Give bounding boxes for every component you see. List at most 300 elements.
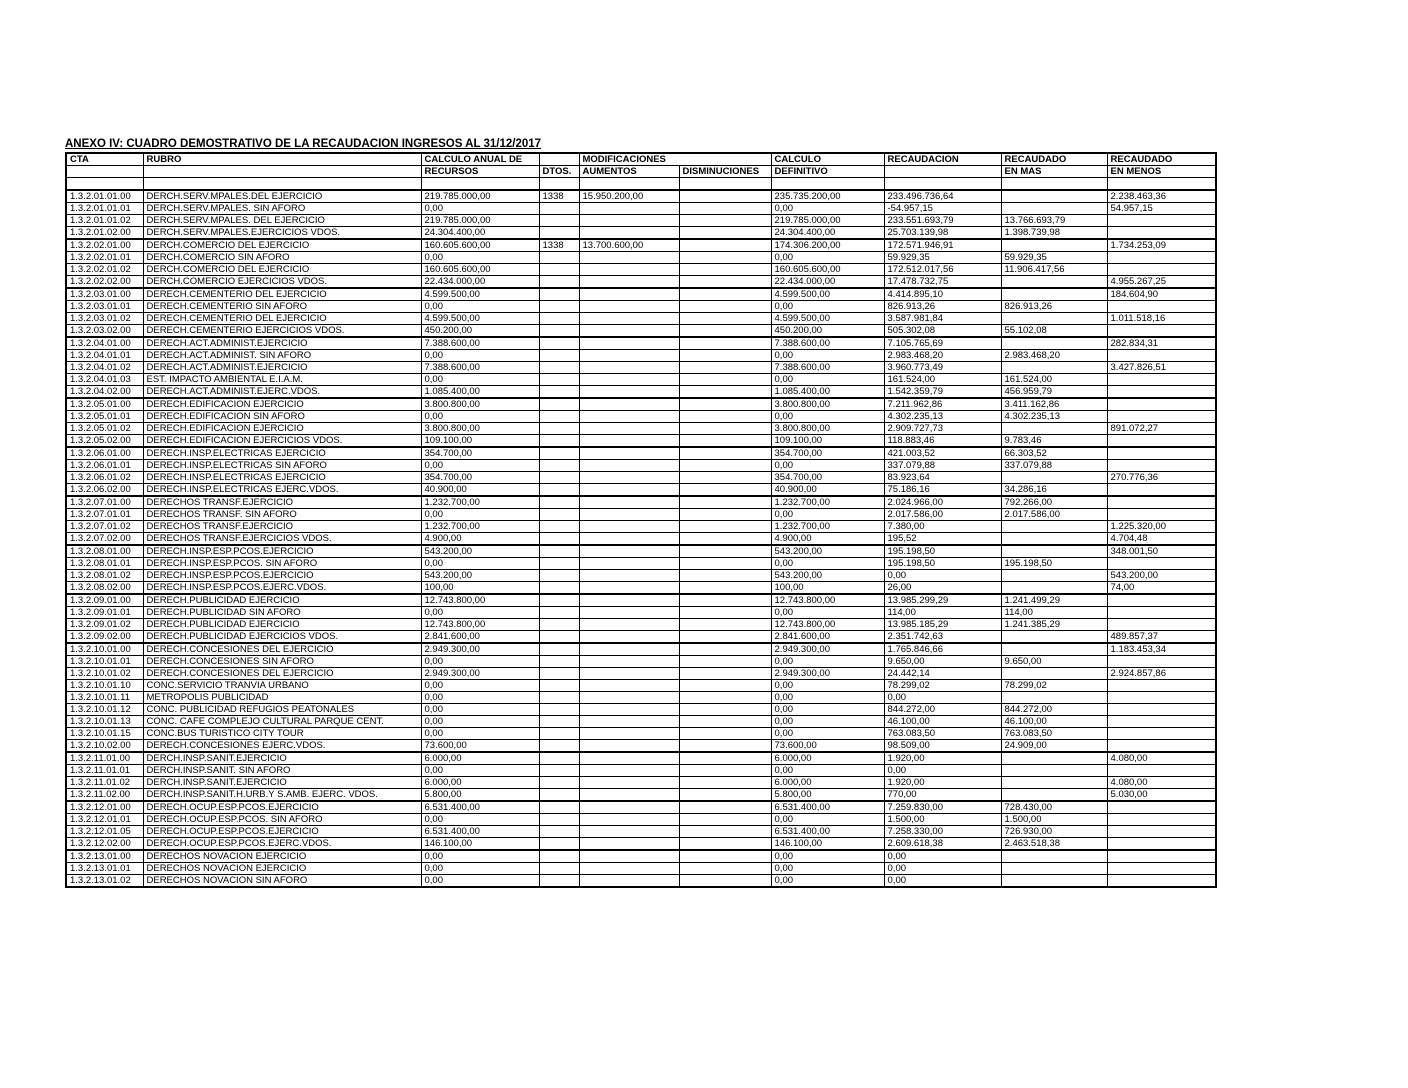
calculo-definitivo-cell: 6.531.400,00	[771, 801, 884, 814]
rubro-cell: DERECHOS NOVACION EJERCICIO	[143, 863, 421, 875]
calculo-definitivo-cell: 0,00	[771, 374, 884, 386]
recaudacion-cell: 195.198,50	[884, 558, 1001, 570]
table-row	[66, 826, 1216, 838]
rubro-cell: DERCH.COMERCIO EJERCICIOS VDOS.	[143, 276, 421, 289]
page-title: ANEXO IV: CUADRO DEMOSTRATIVO DE LA RECAUDACION INGRESOS AL 31/12/2017	[65, 138, 542, 150]
table-row	[66, 447, 1216, 460]
calculo-definitivo-cell: 12.743.800,00	[771, 619, 884, 631]
recaudado-en-mas-cell	[1001, 203, 1107, 215]
rubro-cell: DERECH.ACT.ADMINIST.EJERCICIO	[143, 337, 421, 350]
table-row	[66, 227, 1216, 240]
calculo-anual-cell: 0,00	[421, 728, 539, 740]
rubro-cell: DERCH.SERV.MPALES. DEL EJERCICIO	[143, 215, 421, 227]
dtos-cell	[539, 752, 579, 765]
cta-cell: 1.3.2.02.01.00	[66, 239, 143, 252]
calculo-anual-cell: 160.605.600,00	[421, 239, 539, 252]
cta-cell: 1.3.2.13.01.02	[66, 875, 143, 888]
recaudacion-cell: 0,00	[884, 875, 1001, 888]
recaudacion-cell: 7.258.330,00	[884, 826, 1001, 838]
aumentos-cell	[579, 325, 679, 338]
recaudado-en-menos-cell	[1107, 447, 1216, 460]
recaudacion-cell: 0,00	[884, 863, 1001, 875]
aumentos-cell	[579, 313, 679, 325]
recaudado-en-mas-cell: 11.906.417,56	[1001, 264, 1107, 276]
table-row	[66, 692, 1216, 704]
cta-cell: 1.3.2.07.01.01	[66, 509, 143, 521]
table-row	[66, 814, 1216, 826]
calculo-definitivo-cell: 354.700,00	[771, 472, 884, 484]
recaudacion-cell: 2.609.618,38	[884, 838, 1001, 851]
recaudado-en-mas-cell	[1001, 545, 1107, 558]
recaudado-en-menos-cell	[1107, 692, 1216, 704]
header-recaudado-menos: RECAUDADO	[1107, 153, 1216, 166]
cta-cell: 1.3.2.06.01.02	[66, 472, 143, 484]
aumentos-cell	[579, 362, 679, 374]
recaudado-en-mas-cell: 4.302.235,13	[1001, 411, 1107, 423]
disminuciones-cell	[679, 276, 771, 289]
aumentos-cell	[579, 826, 679, 838]
calculo-anual-cell: 4.599.500,00	[421, 288, 539, 301]
header-cta-spacer	[66, 166, 143, 178]
aumentos-cell	[579, 582, 679, 595]
calculo-anual-cell: 0,00	[421, 411, 539, 423]
aumentos-cell	[579, 668, 679, 680]
calculo-anual-cell: 4.900,00	[421, 533, 539, 546]
disminuciones-cell	[679, 411, 771, 423]
cta-cell: 1.3.2.04.01.00	[66, 337, 143, 350]
rubro-cell: DERECH.EDIFICACION EJERCICIO	[143, 398, 421, 411]
aumentos-cell	[579, 215, 679, 227]
cta-cell: 1.3.2.10.01.01	[66, 656, 143, 668]
calculo-anual-cell: 0,00	[421, 692, 539, 704]
dtos-cell	[539, 374, 579, 386]
header-blank-row	[66, 178, 1216, 191]
disminuciones-cell	[679, 668, 771, 680]
recaudado-en-mas-cell: 13.766.693,79	[1001, 215, 1107, 227]
recaudado-en-menos-cell: 348.001,50	[1107, 545, 1216, 558]
recaudado-en-menos-cell	[1107, 215, 1216, 227]
header-rubro: RUBRO	[143, 153, 421, 166]
recaudacion-table	[65, 152, 1217, 888]
recaudado-en-menos-cell: 3.427.826,51	[1107, 362, 1216, 374]
recaudado-en-menos-cell	[1107, 875, 1216, 888]
rubro-cell: DERECH.PUBLICIDAD SIN AFORO	[143, 607, 421, 619]
calculo-anual-cell: 6.531.400,00	[421, 801, 539, 814]
cta-cell: 1.3.2.08.02.00	[66, 582, 143, 595]
recaudacion-cell: 1.920,00	[884, 752, 1001, 765]
disminuciones-cell	[679, 496, 771, 509]
recaudado-en-mas-cell	[1001, 533, 1107, 546]
disminuciones-cell	[679, 607, 771, 619]
rubro-cell: DERECH.EDIFICACION EJERCICIO	[143, 423, 421, 435]
header-definitivo: DEFINITIVO	[771, 166, 884, 178]
cta-cell: 1.3.2.11.02.00	[66, 789, 143, 802]
calculo-anual-cell: 219.785.000,00	[421, 190, 539, 203]
disminuciones-cell	[679, 203, 771, 215]
disminuciones-cell	[679, 460, 771, 472]
recaudado-en-menos-cell: 4.704,48	[1107, 533, 1216, 546]
recaudado-en-mas-cell: 792.266,00	[1001, 496, 1107, 509]
calculo-definitivo-cell: 4.599.500,00	[771, 313, 884, 325]
dtos-cell	[539, 838, 579, 851]
calculo-definitivo-cell: 1.232.700,00	[771, 496, 884, 509]
recaudacion-cell: 13.985.185,29	[884, 619, 1001, 631]
recaudacion-cell: 98.509,00	[884, 740, 1001, 753]
recaudado-en-menos-cell	[1107, 680, 1216, 692]
rubro-cell: DERECH.ACT.ADMINIST.EJERCICIO	[143, 362, 421, 374]
calculo-definitivo-cell: 7.388.600,00	[771, 362, 884, 374]
disminuciones-cell	[679, 619, 771, 631]
header-en-mas: EN MAS	[1001, 166, 1107, 178]
table-row	[66, 582, 1216, 595]
table-row	[66, 619, 1216, 631]
disminuciones-cell	[679, 325, 771, 338]
cta-cell: 1.3.2.02.02.00	[66, 276, 143, 289]
disminuciones-cell	[679, 264, 771, 276]
table-row	[66, 398, 1216, 411]
recaudado-en-menos-cell	[1107, 411, 1216, 423]
cta-cell: 1.3.2.08.01.01	[66, 558, 143, 570]
calculo-anual-cell: 24.304.400,00	[421, 227, 539, 240]
recaudado-en-mas-cell	[1001, 692, 1107, 704]
aumentos-cell	[579, 716, 679, 728]
recaudado-en-menos-cell	[1107, 594, 1216, 607]
aumentos-cell	[579, 752, 679, 765]
dtos-cell	[539, 716, 579, 728]
rubro-cell: DERECH.INSP.ESP.PCOS.EJERCICIO	[143, 545, 421, 558]
table-row	[66, 423, 1216, 435]
table-row	[66, 215, 1216, 227]
cta-cell: 1.3.2.07.01.02	[66, 521, 143, 533]
cta-cell: 1.3.2.05.01.00	[66, 398, 143, 411]
calculo-definitivo-cell: 146.100,00	[771, 838, 884, 851]
dtos-cell	[539, 301, 579, 313]
recaudacion-cell: 770,00	[884, 789, 1001, 802]
recaudacion-cell: 26,00	[884, 582, 1001, 595]
aumentos-cell	[579, 704, 679, 716]
recaudacion-cell: 161.524,00	[884, 374, 1001, 386]
recaudado-en-mas-cell	[1001, 190, 1107, 203]
recaudacion-cell: 0,00	[884, 692, 1001, 704]
calculo-definitivo-cell: 4.900,00	[771, 533, 884, 546]
aumentos-cell	[579, 533, 679, 546]
rubro-cell: DERECH.INSP.ESP.PCOS.EJERC.VDOS.	[143, 582, 421, 595]
table-row	[66, 362, 1216, 374]
calculo-definitivo-cell: 0,00	[771, 716, 884, 728]
table-row	[66, 777, 1216, 789]
rubro-cell: DERECH.CEMENTERIO SIN AFORO	[143, 301, 421, 313]
recaudado-en-menos-cell: 1.011.518,16	[1107, 313, 1216, 325]
recaudado-en-mas-cell: 46.100,00	[1001, 716, 1107, 728]
header-row-2	[66, 166, 1216, 178]
rubro-cell: DERECH.CONCESIONES SIN AFORO	[143, 656, 421, 668]
calculo-definitivo-cell: 1.232.700,00	[771, 521, 884, 533]
cta-cell: 1.3.2.01.01.01	[66, 203, 143, 215]
disminuciones-cell	[679, 472, 771, 484]
recaudacion-cell: 826.913,26	[884, 301, 1001, 313]
recaudacion-cell: 17.478.732,75	[884, 276, 1001, 289]
calculo-anual-cell: 0,00	[421, 607, 539, 619]
aumentos-cell	[579, 447, 679, 460]
recaudado-en-mas-cell	[1001, 875, 1107, 888]
recaudacion-cell: 2.351.742,63	[884, 631, 1001, 644]
recaudacion-cell: 7.105.765,69	[884, 337, 1001, 350]
calculo-definitivo-cell: 0,00	[771, 252, 884, 264]
disminuciones-cell	[679, 570, 771, 582]
recaudacion-cell: 2.024.966,00	[884, 496, 1001, 509]
calculo-definitivo-cell: 0,00	[771, 509, 884, 521]
calculo-definitivo-cell: 4.599.500,00	[771, 288, 884, 301]
table-row	[66, 252, 1216, 264]
disminuciones-cell	[679, 398, 771, 411]
rubro-cell: DERECH.CEMENTERIO EJERCICIOS VDOS.	[143, 325, 421, 338]
calculo-anual-cell: 0,00	[421, 460, 539, 472]
dtos-cell	[539, 288, 579, 301]
disminuciones-cell	[679, 545, 771, 558]
dtos-cell	[539, 777, 579, 789]
recaudado-en-menos-cell	[1107, 374, 1216, 386]
aumentos-cell	[579, 227, 679, 240]
aumentos-cell	[579, 777, 679, 789]
table-row	[66, 276, 1216, 289]
table-row	[66, 435, 1216, 448]
table-row	[66, 509, 1216, 521]
recaudacion-cell: 118.883,46	[884, 435, 1001, 448]
aumentos-cell	[579, 740, 679, 753]
calculo-anual-cell: 0,00	[421, 680, 539, 692]
calculo-definitivo-cell: 0,00	[771, 704, 884, 716]
aumentos-cell	[579, 594, 679, 607]
recaudado-en-mas-cell: 728.430,00	[1001, 801, 1107, 814]
recaudado-en-menos-cell	[1107, 716, 1216, 728]
recaudado-en-menos-cell: 4.080,00	[1107, 777, 1216, 789]
dtos-cell	[539, 875, 579, 888]
calculo-definitivo-cell: 22.434.000,00	[771, 276, 884, 289]
cta-cell: 1.3.2.10.01.12	[66, 704, 143, 716]
calculo-anual-cell: 543.200,00	[421, 545, 539, 558]
table-row	[66, 264, 1216, 276]
recaudado-en-mas-cell	[1001, 288, 1107, 301]
disminuciones-cell	[679, 838, 771, 851]
rubro-cell: EST. IMPACTO AMBIENTAL E.I.A.M.	[143, 374, 421, 386]
calculo-definitivo-cell: 0,00	[771, 875, 884, 888]
calculo-definitivo-cell: 5.800,00	[771, 789, 884, 802]
disminuciones-cell	[679, 765, 771, 777]
table-row	[66, 301, 1216, 313]
recaudacion-cell: 3.960.773,49	[884, 362, 1001, 374]
recaudado-en-mas-cell: 66.303,52	[1001, 447, 1107, 460]
cta-cell: 1.3.2.05.01.01	[66, 411, 143, 423]
calculo-anual-cell: 3.800.800,00	[421, 423, 539, 435]
rubro-cell: DERECH.INSP.ELECTRICAS EJERC.VDOS.	[143, 484, 421, 497]
dtos-cell	[539, 728, 579, 740]
calculo-anual-cell: 109.100,00	[421, 435, 539, 448]
recaudado-en-menos-cell: 74,00	[1107, 582, 1216, 595]
disminuciones-cell	[679, 521, 771, 533]
calculo-anual-cell: 22.434.000,00	[421, 276, 539, 289]
dtos-cell	[539, 398, 579, 411]
recaudado-en-mas-cell	[1001, 765, 1107, 777]
table-row	[66, 337, 1216, 350]
rubro-cell: DERECH.INSP.ESP.PCOS. SIN AFORO	[143, 558, 421, 570]
recaudado-en-mas-cell: 726.930,00	[1001, 826, 1107, 838]
recaudado-en-menos-cell: 4.955.267,25	[1107, 276, 1216, 289]
recaudado-en-menos-cell: 5.030,00	[1107, 789, 1216, 802]
disminuciones-cell	[679, 435, 771, 448]
recaudado-en-menos-cell	[1107, 740, 1216, 753]
table-row	[66, 472, 1216, 484]
recaudado-en-menos-cell: 1.183.453,34	[1107, 643, 1216, 656]
disminuciones-cell	[679, 350, 771, 362]
dtos-cell	[539, 814, 579, 826]
recaudado-en-menos-cell: 4.080,00	[1107, 752, 1216, 765]
aumentos-cell	[579, 398, 679, 411]
cta-cell: 1.3.2.10.01.02	[66, 668, 143, 680]
calculo-definitivo-cell: 6.531.400,00	[771, 826, 884, 838]
aumentos-cell	[579, 374, 679, 386]
recaudado-en-menos-cell	[1107, 227, 1216, 240]
cta-cell: 1.3.2.04.01.01	[66, 350, 143, 362]
recaudado-en-menos-cell	[1107, 826, 1216, 838]
dtos-cell	[539, 692, 579, 704]
calculo-definitivo-cell: 12.743.800,00	[771, 594, 884, 607]
aumentos-cell	[579, 435, 679, 448]
aumentos-cell	[579, 509, 679, 521]
disminuciones-cell	[679, 227, 771, 240]
rubro-cell: DERCH.INSP.SANIT.EJERCICIO	[143, 752, 421, 765]
cta-cell: 1.3.2.10.01.15	[66, 728, 143, 740]
disminuciones-cell	[679, 826, 771, 838]
calculo-definitivo-cell: 450.200,00	[771, 325, 884, 338]
disminuciones-cell	[679, 362, 771, 374]
aumentos-cell	[579, 789, 679, 802]
table-row	[66, 484, 1216, 497]
disminuciones-cell	[679, 777, 771, 789]
recaudado-en-mas-cell	[1001, 239, 1107, 252]
dtos-cell	[539, 435, 579, 448]
disminuciones-cell	[679, 631, 771, 644]
disminuciones-cell	[679, 680, 771, 692]
cta-cell: 1.3.2.12.01.00	[66, 801, 143, 814]
aumentos-cell	[579, 496, 679, 509]
cta-cell: 1.3.2.09.01.00	[66, 594, 143, 607]
table-row	[66, 850, 1216, 863]
calculo-definitivo-cell: 0,00	[771, 350, 884, 362]
rubro-cell: DERCH.COMERCIO DEL EJERCICIO	[143, 264, 421, 276]
recaudacion-cell: 1.500,00	[884, 814, 1001, 826]
recaudado-en-menos-cell	[1107, 509, 1216, 521]
dtos-cell	[539, 740, 579, 753]
calculo-anual-cell: 0,00	[421, 765, 539, 777]
table-row	[66, 728, 1216, 740]
recaudacion-cell: 7.259.830,00	[884, 801, 1001, 814]
recaudacion-cell: -54.957,15	[884, 203, 1001, 215]
calculo-anual-cell: 0,00	[421, 374, 539, 386]
disminuciones-cell	[679, 728, 771, 740]
calculo-definitivo-cell: 100,00	[771, 582, 884, 595]
calculo-anual-cell: 146.100,00	[421, 838, 539, 851]
rubro-cell: DERECH.CEMENTERIO DEL EJERCICIO	[143, 313, 421, 325]
recaudacion-cell: 195,52	[884, 533, 1001, 546]
calculo-anual-cell: 0,00	[421, 252, 539, 264]
recaudacion-cell: 1.920,00	[884, 777, 1001, 789]
recaudado-en-menos-cell: 282.834,31	[1107, 337, 1216, 350]
table-row	[66, 313, 1216, 325]
calculo-definitivo-cell: 0,00	[771, 728, 884, 740]
recaudado-en-mas-cell: 826.913,26	[1001, 301, 1107, 313]
recaudado-en-menos-cell	[1107, 814, 1216, 826]
header-rubro-spacer	[143, 166, 421, 178]
recaudacion-cell: 2.909.727,73	[884, 423, 1001, 435]
recaudado-en-mas-cell: 1.241.385,29	[1001, 619, 1107, 631]
calculo-definitivo-cell: 0,00	[771, 411, 884, 423]
calculo-definitivo-cell: 2.949.300,00	[771, 643, 884, 656]
cta-cell: 1.3.2.12.01.05	[66, 826, 143, 838]
aumentos-cell	[579, 460, 679, 472]
cta-cell: 1.3.2.03.01.00	[66, 288, 143, 301]
recaudado-en-menos-cell	[1107, 460, 1216, 472]
calculo-definitivo-cell: 354.700,00	[771, 447, 884, 460]
recaudacion-cell: 4.302.235,13	[884, 411, 1001, 423]
dtos-cell	[539, 264, 579, 276]
calculo-definitivo-cell: 0,00	[771, 863, 884, 875]
recaudacion-cell: 7.380,00	[884, 521, 1001, 533]
dtos-cell	[539, 509, 579, 521]
rubro-cell: DERECH.CONCESIONES EJERC.VDOS.	[143, 740, 421, 753]
recaudado-en-mas-cell: 59.929,35	[1001, 252, 1107, 264]
recaudado-en-mas-cell: 2.017.586,00	[1001, 509, 1107, 521]
dtos-cell	[539, 460, 579, 472]
recaudado-en-mas-cell	[1001, 643, 1107, 656]
calculo-anual-cell: 0,00	[421, 814, 539, 826]
calculo-anual-cell: 0,00	[421, 875, 539, 888]
cta-cell: 1.3.2.04.02.00	[66, 386, 143, 399]
recaudacion-cell: 337.079,88	[884, 460, 1001, 472]
dtos-cell	[539, 411, 579, 423]
dtos-cell: 1338	[539, 239, 579, 252]
recaudacion-cell: 25.703.139,98	[884, 227, 1001, 240]
rubro-cell: DERCH.COMERCIO SIN AFORO	[143, 252, 421, 264]
header-calculo-anual: CALCULO ANUAL DE	[421, 153, 539, 166]
cta-cell: 1.3.2.01.01.02	[66, 215, 143, 227]
disminuciones-cell	[679, 704, 771, 716]
recaudado-en-mas-cell: 2.463.518,38	[1001, 838, 1107, 851]
header-en-menos: EN MENOS	[1107, 166, 1216, 178]
rubro-cell: DERECH.INSP.ELECTRICAS EJERCICIO	[143, 472, 421, 484]
rubro-cell: DERECH.INSP.ESP.PCOS.EJERCICIO	[143, 570, 421, 582]
disminuciones-cell	[679, 594, 771, 607]
calculo-definitivo-cell: 3.800.800,00	[771, 423, 884, 435]
recaudado-en-mas-cell	[1001, 777, 1107, 789]
calculo-anual-cell: 12.743.800,00	[421, 594, 539, 607]
dtos-cell	[539, 619, 579, 631]
cta-cell: 1.3.2.09.01.02	[66, 619, 143, 631]
aumentos-cell	[579, 838, 679, 851]
cta-cell: 1.3.2.09.01.01	[66, 607, 143, 619]
aumentos-cell	[579, 631, 679, 644]
calculo-definitivo-cell: 2.841.600,00	[771, 631, 884, 644]
recaudado-en-mas-cell: 161.524,00	[1001, 374, 1107, 386]
recaudado-en-mas-cell: 2.983.468,20	[1001, 350, 1107, 362]
cta-cell: 1.3.2.10.02.00	[66, 740, 143, 753]
dtos-cell	[539, 423, 579, 435]
aumentos-cell	[579, 570, 679, 582]
calculo-definitivo-cell: 7.388.600,00	[771, 337, 884, 350]
dtos-cell	[539, 215, 579, 227]
calculo-anual-cell: 1.232.700,00	[421, 496, 539, 509]
calculo-anual-cell: 6.000,00	[421, 777, 539, 789]
rubro-cell: DERCH.INSP.SANIT.EJERCICIO	[143, 777, 421, 789]
